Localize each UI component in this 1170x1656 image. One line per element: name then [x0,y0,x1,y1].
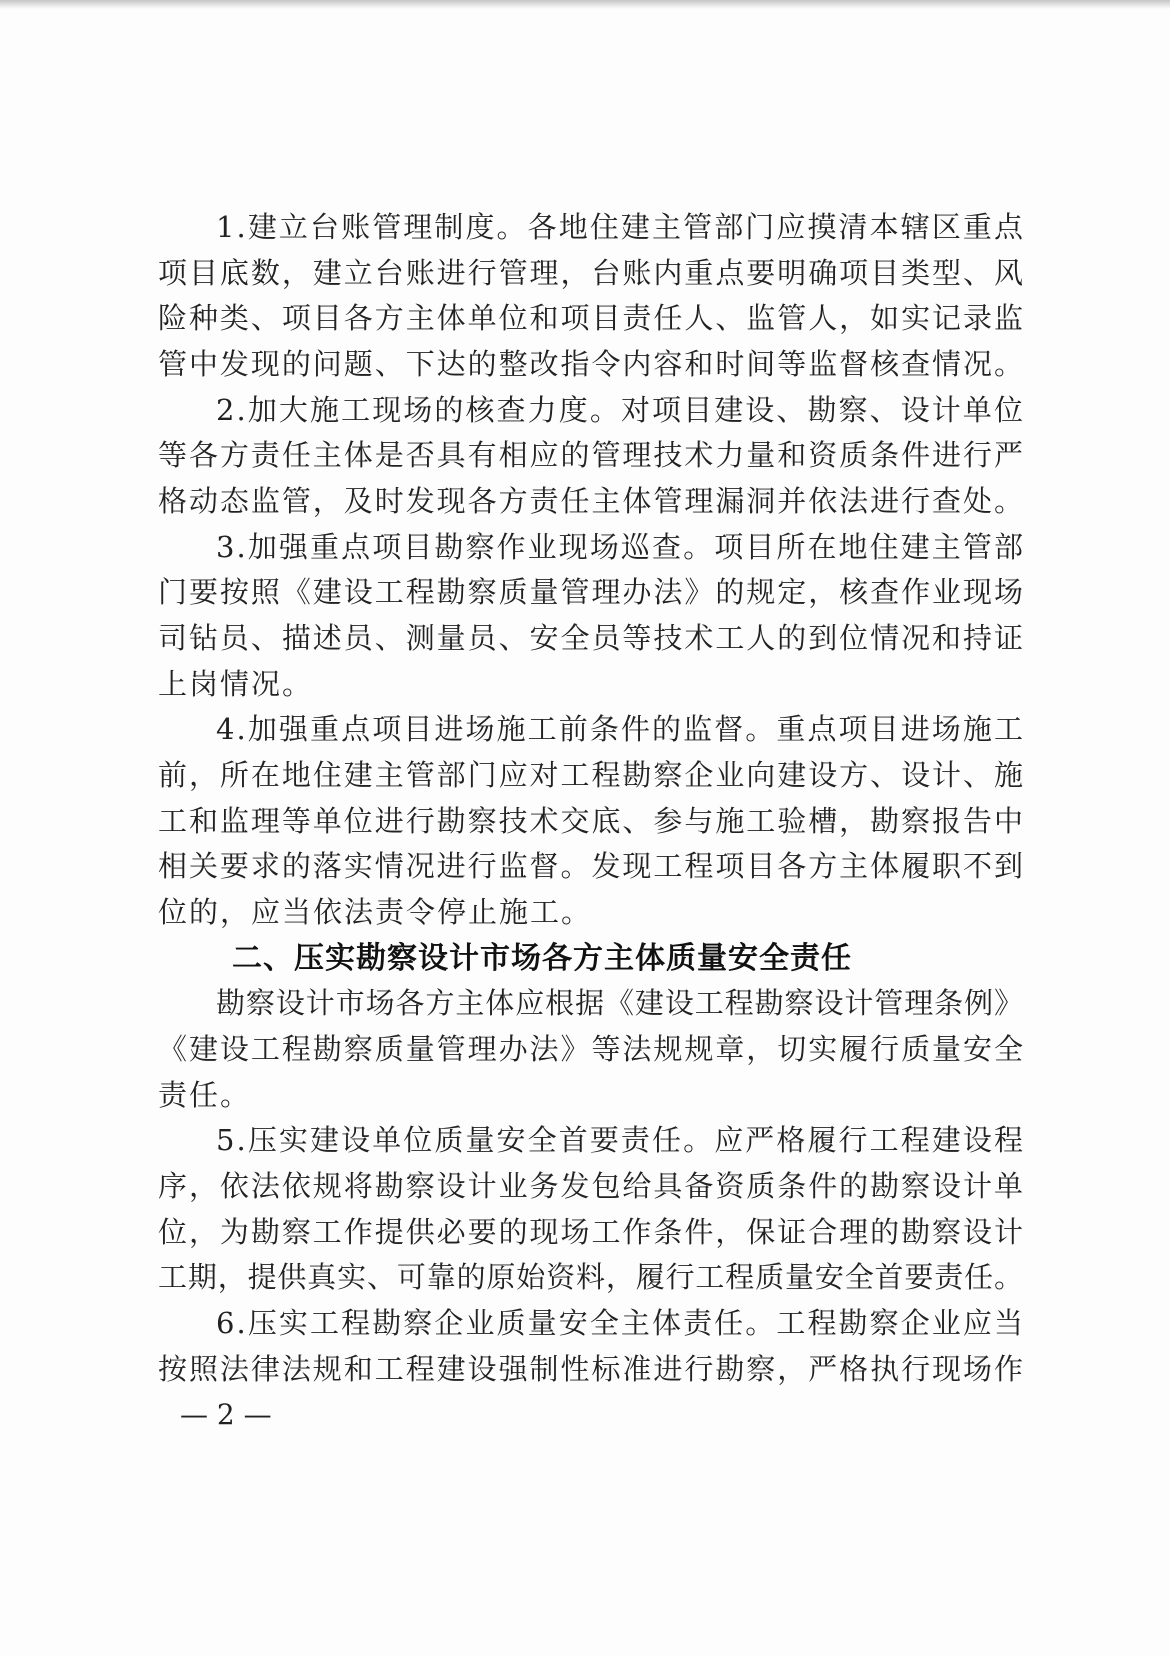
item-5-line-4: 工期，提供真实、可靠的原始资料，履行工程质量安全首要责任。 [158,1260,1024,1295]
item-1-title: 1.建立台账管理制度。 [216,210,528,244]
item-2-line-2: 等各方责任主体是否具有相应的管理技术力量和资质条件进行严 [158,438,1025,473]
item-6-line-2: 按照法律法规和工程建设强制性标准进行勘察，严格执行现场作 [158,1351,1025,1386]
item-5-text: 应严格履行工程建设程 [714,1123,1026,1158]
item-1-paragraph [158,205,1026,388]
item-2-text: 对项目建设、勘察、设计单位 [620,392,1026,427]
item-5-line-1 [158,1118,1026,1164]
item-2-title: 2.加大施工现场的核查力度。 [216,392,621,427]
item-2-line-3: 格动态监管，及时发现各方责任主体管理漏洞并依法进行查处。 [158,484,1025,519]
section-intro-line-1: 勘察设计市场各方主体应根据《建设工程勘察设计管理条例》 [216,986,1024,1021]
item-3-text: 项目所在地住建主管部 [714,529,1026,564]
item-4-paragraph [158,707,1026,935]
item-1-line-1 [158,205,1026,251]
item-4-line-2: 前，所在地住建主管部门应对工程勘察企业向建设方、设计、施 [158,758,1025,793]
item-4-line-4: 相关要求的落实情况进行监督。发现工程项目各方主体履职不到 [158,849,1025,884]
item-1-line-2: 项目底数，建立台账进行管理，台账内重点要明确项目类型、风 [158,255,1025,290]
section-heading: 二、压实勘察设计市场各方主体质量安全责任 [232,940,852,976]
item-3-line-4: 上岗情况。 [158,666,314,701]
item-2-paragraph [158,388,1026,525]
item-4-line-1 [158,707,1026,753]
item-6-paragraph [158,1301,1026,1392]
item-4-line-5: 位的，应当依法责令停止施工。 [158,895,593,930]
section-intro-line-2: 《建设工程勘察质量管理办法》等法规规章，切实履行质量安全 [158,1032,1025,1067]
document-body [158,205,1026,1392]
section-intro-line-3: 责任。 [158,1077,252,1112]
item-3-line-3: 司钻员、描述员、测量员、安全员等技术工人的到位情况和持证 [158,621,1025,656]
item-5-line-2: 序，依法依规将勘察设计业务发包给具备资质条件的勘察设计单 [158,1169,1025,1204]
section-intro-paragraph [158,981,1023,1118]
item-3-paragraph [158,525,1026,708]
item-6-text: 工程勘察企业应当 [776,1306,1026,1341]
item-1-line-4: 管中发现的问题、下达的整改指令内容和时间等监督核查情况。 [158,347,1025,382]
item-5-title: 5.压实建设单位质量安全首要责任。 [216,1123,715,1158]
item-6-line-1 [158,1301,1026,1347]
item-3-title: 3.加强重点项目勘察作业现场巡查。 [216,529,715,564]
item-4-title: 4.加强重点项目进场施工前条件的监督。 [216,712,777,747]
item-6-title: 6.压实工程勘察企业质量安全主体责任。 [216,1306,777,1341]
item-3-line-1 [158,525,1026,571]
scan-top-edge [0,0,1170,9]
item-1-text: 各地住建主管部门应摸清本辖区重点 [527,210,1026,244]
item-3-line-2: 门要按照《建设工程勘察质量管理办法》的规定，核查作业现场 [158,575,1025,610]
page-number: — 2 — [180,1398,272,1431]
item-2-line-1 [158,388,1026,434]
item-5-line-3: 位，为勘察工作提供必要的现场工作条件，保证合理的勘察设计 [158,1214,1025,1249]
item-5-paragraph [158,1118,1026,1301]
item-4-text: 重点项目进场施工 [776,712,1026,747]
item-1-line-3: 险种类、项目各方主体单位和项目责任人、监管人，如实记录监 [158,301,1025,336]
item-4-line-3: 工和监理等单位进行勘察技术交底、参与施工验槽，勘察报告中 [158,803,1025,838]
